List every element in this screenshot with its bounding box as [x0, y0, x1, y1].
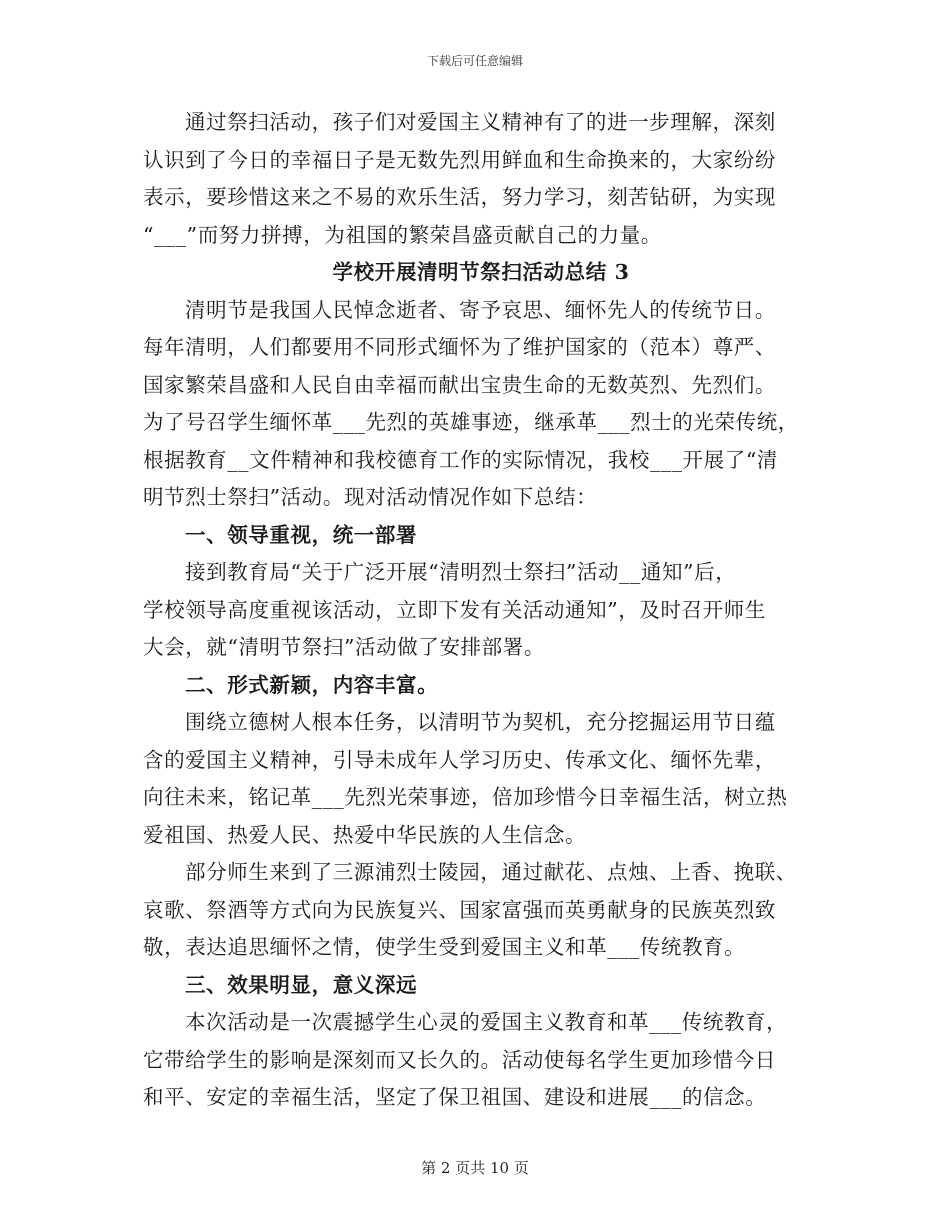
paragraph-line: 它带给学生的影响是深刻而又长久的。活动使每名学生更加珍惜今日 — [143, 1047, 776, 1072]
page-footer: 第 2 页共 10 页 — [421, 1159, 529, 1177]
section-title: 学校开展清明节祭扫活动总结 3 — [332, 260, 630, 284]
paragraph-line: 向往未来，铭记革___先烈光荣事迹，倍加珍惜今日幸福生活，树立热 — [143, 785, 788, 809]
paragraph-line: 敬，表达追思缅怀之情，使学生受到爱国主义和革___传统教育。 — [143, 935, 746, 959]
paragraph-line: 含的爱国主义精神，引导未成年人学习历史、传承文化、缅怀先辈， — [143, 747, 776, 772]
paragraph-line: 表示，要珍惜这来之不易的欢乐生活，努力学习，刻苦钻研，为实现 — [143, 185, 776, 209]
paragraph-line: 本次活动是一次震撼学生心灵的爱国主义教育和革___传统教育， — [185, 1010, 788, 1034]
paragraph-line: 哀歌、祭酒等方式向为民族复兴、国家富强而英勇献身的民族英烈致 — [143, 897, 776, 922]
page-header: 下载后可任意编辑 — [426, 54, 523, 68]
paragraph-line: 通过祭扫活动，孩子们对爱国主义精神有了的进一步理解，深刻 — [185, 110, 776, 134]
paragraph-line: 爱祖国、热爱人民、热爱中华民族的人生信念。 — [143, 822, 587, 847]
document-body — [143, 104, 805, 1117]
paragraph-line: 围绕立德树人根本任务，以清明节为契机，充分挖掘运用节日蕴 — [185, 710, 776, 734]
paragraph-line: 认识到了今日的幸福日子是无数先烈用鲜血和生命换来的，大家纷纷 — [143, 147, 776, 172]
paragraph-line: 明节烈士祭扫”活动。现对活动情况作如下总结： — [143, 485, 598, 509]
paragraph-line: 学校领导高度重视该活动，立即下发有关活动通知”，及时召开师生 — [143, 597, 766, 622]
paragraph-line: 每年清明，人们都要用不同形式缅怀为了维护国家的（范本）尊严、 — [143, 335, 776, 359]
paragraph-line: 国家繁荣昌盛和人民自由幸福而献出宝贵生命的无数英烈、先烈们。 — [143, 372, 776, 397]
paragraph-line: “___”而努力拼搏，为祖国的繁荣昌盛贡献自己的力量。 — [143, 222, 662, 247]
paragraph-line: 根据教育__文件精神和我校德育工作的实际情况，我校___开展了“清 — [143, 447, 779, 472]
paragraph-line: 部分师生来到了三源浦烈士陵园，通过献花、点烛、上香、挽联、 — [185, 860, 797, 884]
subheading: 一、领导重视，统一部署 — [185, 522, 418, 547]
paragraph-line: 清明节是我国人民悼念逝者、寄予哀思、缅怀先人的传统节日。 — [185, 297, 776, 322]
paragraph-line: 和平、安定的幸福生活，坚定了保卫祖国、建设和进展___的信念。 — [143, 1085, 767, 1109]
subheading: 二、形式新颖，内容丰富。 — [185, 672, 439, 697]
paragraph-line: 大会，就“清明节祭扫”活动做了安排部署。 — [143, 635, 545, 659]
subheading: 三、效果明显，意义深远 — [185, 972, 418, 997]
paragraph-line: 接到教育局“关于广泛开展“清明烈士祭扫”活动__通知”后， — [185, 560, 737, 584]
paragraph-line: 为了号召学生缅怀革___先烈的英雄事迹，继承革___烈士的光荣传统， — [143, 410, 799, 434]
